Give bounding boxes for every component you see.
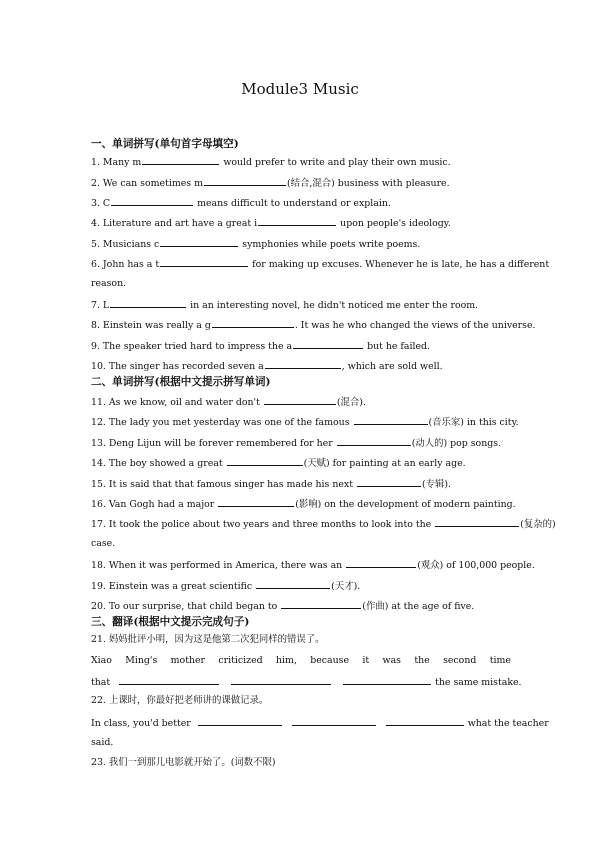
question-18 [91,557,535,571]
word: it [362,655,370,666]
answer-blank[interactable] [346,557,416,568]
answer-blank[interactable] [292,715,376,726]
question-6-continued: reason. [91,278,127,289]
answer-blank[interactable] [293,338,363,349]
question-text: symphonies while poets write poems. [242,239,421,250]
answer-blank[interactable] [264,394,336,405]
question-text: 18. When it was performed in America, there was an [91,560,343,571]
question-text: (专辑). [421,479,452,490]
question-text: 16. Van Gogh had a major [91,499,215,510]
page-title: Module3 Music [241,80,359,98]
question-6 [91,256,550,270]
word: because [310,655,350,666]
question-text: 8. Einstein was really a g [91,320,211,331]
answer-blank[interactable] [265,358,341,369]
question-17-continued: case. [91,538,116,549]
word: Xiao [91,655,112,666]
question-text: 10. The singer has recorded seven a [91,361,264,372]
word: criticized [218,655,263,666]
answer-blank[interactable] [204,175,286,186]
question-text: In class, you'd better [91,718,191,729]
answer-blank[interactable] [281,598,361,609]
answer-blank[interactable] [218,496,294,507]
section-heading-1: 一、单词拼写(单句首字母填空) [91,138,239,150]
question-9 [91,338,511,352]
question-text: 13. Deng Lijun will be forever remembered for her [91,438,333,449]
question-text: upon people's ideology. [340,218,451,229]
answer-blank[interactable] [258,215,336,226]
answer-blank[interactable] [119,674,219,685]
section-heading-2: 二、单词拼写(根据中文提示拼写单词) [91,376,271,388]
question-text: (天才). [331,581,361,592]
answer-blank[interactable] [386,715,464,726]
question-text: (天赋) for painting at an early age. [303,458,466,469]
question-text: 17. It took the police about two years and three months to look into the [91,519,432,530]
word: time [489,655,511,666]
question-12 [91,414,519,428]
question-text: in an interesting novel, he didn't noticed me enter the room. [190,300,479,311]
question-17 [91,516,556,530]
word: Ming's [125,655,158,666]
question-text: (影响) on the development of modern painting. [295,499,516,510]
answer-blank[interactable] [110,297,186,308]
question-22-continued: said. [91,737,114,748]
question-text: 19. Einstein was a great scientific [91,581,253,592]
question-13 [91,435,511,449]
question-text: 15. It is said that that famous singer has made his next [91,479,353,490]
word: the [414,655,430,666]
question-text: but he failed. [367,341,431,352]
answer-blank[interactable] [256,578,330,589]
question-text: . It was he who changed the views of the universe. [294,320,536,331]
question-2 [91,175,511,189]
question-text: (作曲) at the age of five. [362,601,475,612]
question-5 [91,236,511,250]
word: mother [170,655,206,666]
answer-blank[interactable] [337,435,411,446]
answer-blank[interactable] [142,154,219,165]
question-text: (观众) of 100,000 people. [417,560,535,571]
question-text: (音乐家) in this city. [428,417,519,428]
question-text: 6. John has a t [91,259,160,270]
question-22-chinese: 22. 上课时，你最好把老师讲的课做记录。 [91,695,269,706]
question-text: 1. Many m [91,157,142,168]
question-14 [91,455,511,469]
word: second [443,655,477,666]
question-text: , which are sold well. [341,361,443,372]
question-3 [91,195,511,209]
answer-blank[interactable] [357,476,421,487]
question-text: 7. L [91,300,110,311]
question-text: 4. Literature and art have a great i [91,218,258,229]
question-text: 20. To our surprise, that child began to [91,601,278,612]
question-4 [91,215,511,229]
question-text: 14. The boy showed a great [91,458,223,469]
answer-blank[interactable] [111,195,193,206]
answer-blank[interactable] [343,674,431,685]
question-text: (复杂的) [520,519,556,530]
word: him, [275,655,297,666]
answer-blank[interactable] [354,414,428,425]
question-21-chinese: 21. 妈妈批评小明，因为这是他第二次犯同样的错误了。 [91,634,325,645]
question-text: the same mistake. [435,677,522,688]
answer-blank[interactable] [160,256,248,267]
question-text: (动人的) pop songs. [411,438,502,449]
question-text: 3. C [91,198,111,209]
question-text: 2. We can sometimes m [91,178,203,189]
word: was [382,655,401,666]
question-text: would prefer to write and play their own music. [223,157,451,168]
question-19 [91,578,511,592]
section-heading-3: 三、翻译(根据中文提示完成句子) [91,616,250,628]
question-11 [91,394,511,408]
question-23-chinese: 23. 我们一到那儿电影就开始了。(词数不限) [91,757,276,768]
question-21-answer-line [91,674,522,688]
question-text: 5. Musicians c [91,239,160,250]
question-15 [91,476,511,490]
question-text: means difficult to understand or explain. [197,198,391,209]
question-22-answer-line [91,715,549,729]
question-8 [91,317,536,331]
question-text: what the teacher [467,718,549,729]
question-text: (结合,混合) business with pleasure. [286,178,450,189]
question-text: 12. The lady you met yesterday was one of the famous [91,417,350,428]
answer-blank[interactable] [231,674,331,685]
question-20 [91,598,511,612]
question-text: 11. As we know, oil and water don't [91,397,260,408]
question-21-english [91,654,511,668]
answer-blank[interactable] [435,516,519,527]
answer-blank[interactable] [160,236,238,247]
answer-blank[interactable] [212,317,294,328]
question-1 [91,154,511,168]
question-10 [91,358,511,372]
question-text: for making up excuses. Whenever he is late, he has a different [252,259,550,270]
question-text: (混合). [336,397,366,408]
question-16 [91,496,516,510]
question-text: that [91,677,111,688]
answer-blank[interactable] [227,455,303,466]
answer-blank[interactable] [198,715,282,726]
question-text: 9. The speaker tried hard to impress the a [91,341,293,352]
question-7 [91,297,511,311]
